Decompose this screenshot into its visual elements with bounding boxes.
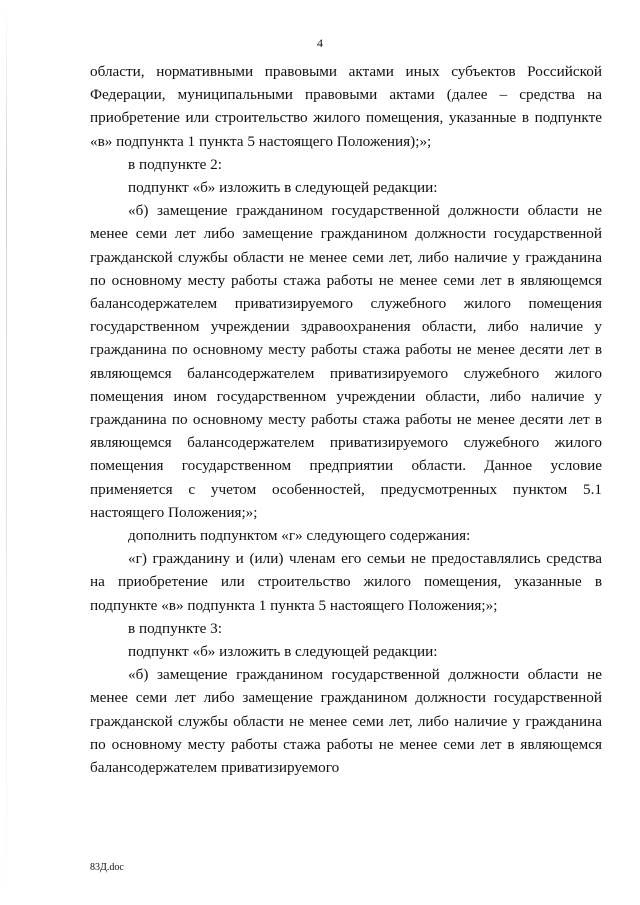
paragraph-text-g: «г) гражданину и (или) членам его семьи не предоставлялись средства на приобретение или строительство жилого помещения, указанные в подпункте «в» подпункта 1 пункта 5 настоящего Положения;»;: [90, 550, 602, 614]
scan-edge-shadow: [6, 0, 7, 905]
paragraph-text-b: «б) замещение гражданином государственной должности области не менее семи лет либо замещение гражданином должности государственной гражданской службы области не менее семи лет, либо наличие у гражданина по основному месту работы стажа работы не менее семи лет в являющемся балансодержателем приватизируемого служебного жилого помещения государственном учреждении здравоохранения области, либо наличие у гражданина по основному месту работы стажа работы не менее десяти лет в являющемся балансодержателем приватизируемого служебного жилого помещения ином государственном учреждении области, либо наличие у гражданина по основному месту работы стажа работы не менее десяти лет в являющемся балансодержателем приватизируемого служебного жилого помещения государственном предприятии области. Данное условие применяется с учетом особенностей, предусмотренных пунктом 5.1 настоящего Положения;»;: [90, 202, 602, 521]
paragraph-subitem-2: в подпункте 2:: [128, 155, 222, 173]
paragraph-instruction-b: подпункт «б» изложить в следующей редакции:: [128, 179, 438, 197]
paragraph-instruction-g: дополнить подпунктом «г» следующего содержания:: [128, 527, 471, 545]
file-name-footer: 83Д.doc: [90, 862, 124, 873]
paragraph-text-b-2: «б) замещение гражданином государственной должности области не менее семи лет либо замещение гражданином должности государственной гражданской службы области не менее семи лет, либо наличие у гражданина по основному месту работы стажа работы не менее семи лет в являющемся балансодержателем приватизируемого: [90, 666, 602, 777]
paragraph-continuation: области, нормативными правовыми актами иных субъектов Российской Федерации, муниципальными правовыми актами (далее – средства на приобретение или строительство жилого помещения, указанные в подпункте «в» подпункта 1 пункта 5 настоящего Положения);»;: [90, 63, 602, 150]
paragraph-subitem-3: в подпункте 3:: [128, 619, 222, 637]
paragraph-instruction-b-2: подпункт «б» изложить в следующей редакции:: [128, 643, 438, 661]
page-number: 4: [317, 36, 323, 50]
document-body: [90, 60, 602, 779]
